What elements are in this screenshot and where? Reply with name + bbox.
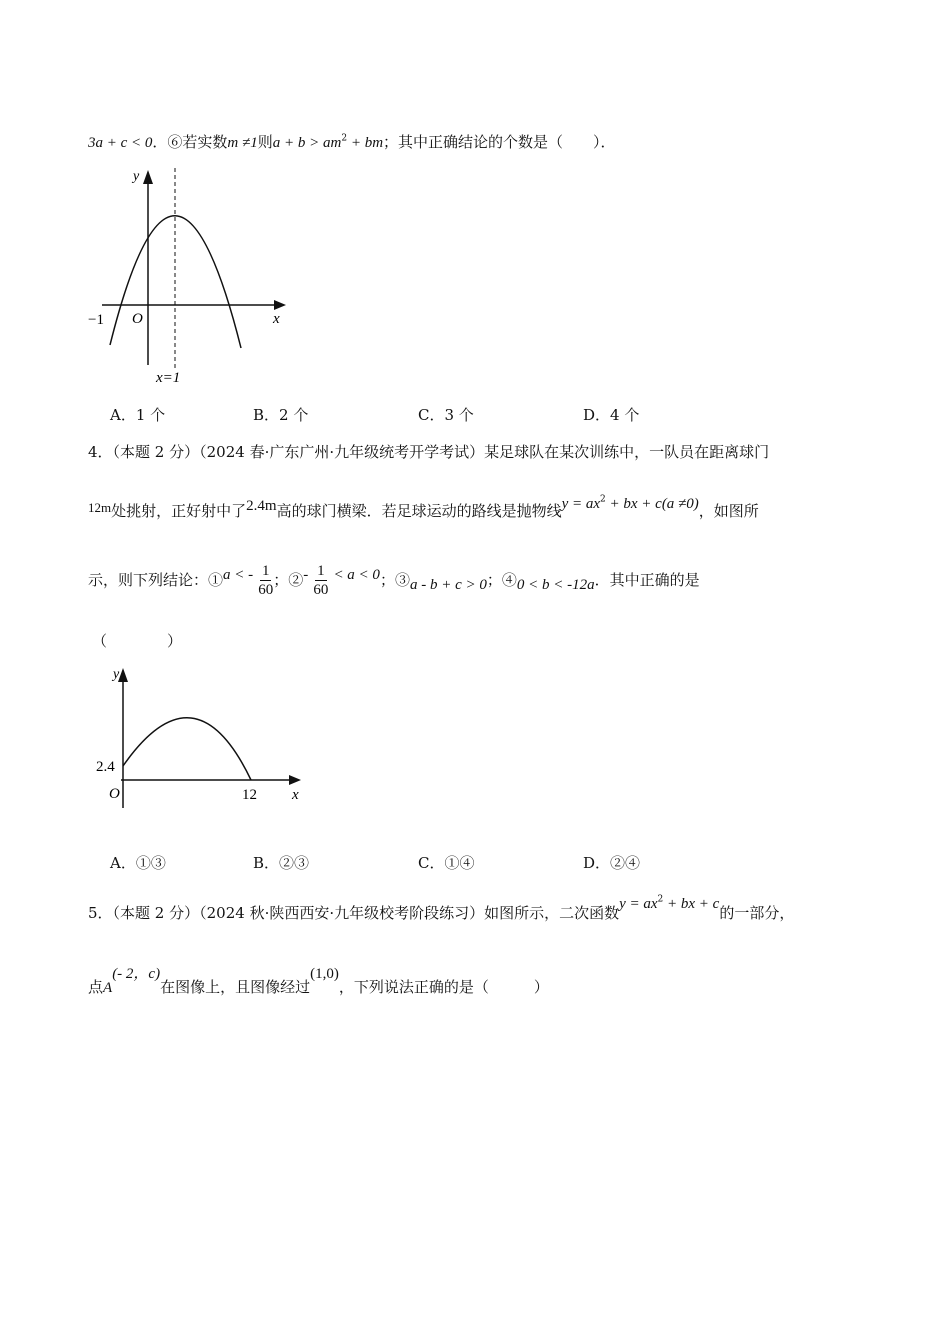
q4-text-a: 处挑射，正好射中了 xyxy=(111,502,247,520)
q5-header: 5．（本题 2 分）（2024 秋·陕西西安·九年级校考阶段练习）如图所示，二次函数 xyxy=(88,904,620,922)
q4-fraction-1 xyxy=(258,562,273,599)
q4-text-c: ，如图所 xyxy=(698,502,759,520)
q4-sep-1: ；② xyxy=(273,571,304,589)
q4-height: 2.4m xyxy=(246,498,277,514)
q4-option-d[interactable]: D．②④ xyxy=(583,854,641,872)
q5-function-expression: y = ax xyxy=(619,896,658,912)
q4-line3-tail: ．其中正确的是 xyxy=(594,571,700,589)
q4-trajectory-curve xyxy=(123,718,251,780)
q5-header-tail: 的一部分， xyxy=(719,904,795,922)
q3-inequality-square: 2 xyxy=(341,133,348,144)
q4-conclusion-2-pre: - xyxy=(303,567,309,583)
q5-text-b: ，下列说法正确的是（ ） xyxy=(338,978,549,996)
q5-text-a: 在图像上，且图像经过 xyxy=(160,978,311,996)
q5-function-square: 2 xyxy=(657,894,664,905)
q3-parabola-figure xyxy=(80,160,300,390)
q4-x-label: x xyxy=(292,787,299,803)
q5-point-lead: 点 xyxy=(88,978,104,996)
q3-y-arrow-icon xyxy=(143,170,153,184)
q3-origin-label: O xyxy=(132,311,143,327)
q5-point-coordinate: (- 2，c) xyxy=(112,966,161,982)
q4-option-b[interactable]: B．②③ xyxy=(253,854,310,872)
q3-inequality-tail: + bm xyxy=(347,135,384,151)
q3-text-b: 则 xyxy=(257,133,273,151)
q3-option-a[interactable]: A．1 个 xyxy=(110,406,166,424)
q4-parabola-expression: y = ax xyxy=(561,496,601,512)
q4-answer-paren: （ ） xyxy=(92,632,183,650)
q4-conclusion-1: a < - xyxy=(223,567,254,583)
q3-x-arrow-icon xyxy=(274,300,286,310)
q4-y-arrow-icon xyxy=(118,668,128,682)
q4-conclusion-3: a - b + c > 0 xyxy=(409,577,487,593)
q5-function-tail: + bx + c xyxy=(663,896,720,912)
q4-conclusion-4: 0 < b < -12a xyxy=(516,577,595,593)
q4-conclusions-line xyxy=(88,562,700,599)
q3-text-c: ；其中正确结论的个数是（ ）． xyxy=(383,133,616,151)
q3-text-a: ．⑥若实数 xyxy=(152,133,228,151)
q3-inequality-expression: a + b > am xyxy=(272,135,342,151)
q4-fraction-2 xyxy=(313,562,328,599)
q4-fraction-2-num: 1 xyxy=(317,563,325,579)
q5-point-name: A xyxy=(103,980,113,996)
q4-parabola-condition: (a ≠0) xyxy=(661,496,699,512)
q4-line-2 xyxy=(88,493,858,521)
q5-pass-point: (1,0) xyxy=(310,966,339,982)
q3-conclusion-line xyxy=(88,131,616,152)
q4-fraction-1-num: 1 xyxy=(261,563,270,579)
q5-line-2 xyxy=(88,962,549,997)
q3-x-label: x xyxy=(273,311,280,327)
q4-x-arrow-icon xyxy=(289,775,301,785)
q3-y-label: y xyxy=(133,169,140,184)
q4-option-c[interactable]: C．①④ xyxy=(418,854,475,872)
q4-parabola-square: 2 xyxy=(600,494,606,505)
q4-fraction-2-den: 60 xyxy=(313,582,329,598)
q3-symmetry-label: x=1 xyxy=(156,370,181,386)
q4-trajectory-figure xyxy=(85,660,310,810)
q4-line3-lead: 示，则下列结论：① xyxy=(88,571,224,589)
q4-option-a[interactable]: A．①③ xyxy=(110,854,166,872)
q4-sep-3: ；④ xyxy=(486,571,517,589)
q4-fraction-1-den: 60 xyxy=(258,582,274,598)
q3-option-b[interactable]: B．2 个 xyxy=(253,406,309,424)
q3-option-c[interactable]: C．3 个 xyxy=(418,406,474,424)
q4-origin-label: O xyxy=(109,786,120,802)
q4-conclusion-2-post: < a < 0 xyxy=(333,567,380,583)
q4-distance: 12m xyxy=(88,500,112,515)
q3-condition-expression: m ≠1 xyxy=(227,135,258,151)
q4-y-mark: 2.4 xyxy=(96,759,115,775)
q3-neg-one-label: −1 xyxy=(88,312,104,328)
q5-header-line xyxy=(88,893,794,923)
q4-header: 4．（本题 2 分）（2024 春·广东广州·九年级统考开学考试）某足球队在某次训练中，一队员在距离球门 xyxy=(88,443,770,461)
q3-option-d[interactable]: D．4 个 xyxy=(583,406,640,424)
q4-parabola-tail: + bx + c xyxy=(605,496,662,512)
q4-y-label: y xyxy=(113,667,120,682)
q3-lead-expression: 3a + c < 0 xyxy=(88,135,153,151)
q4-text-b: 高的球门横梁．若足球运动的路线是抛物线 xyxy=(276,502,562,520)
q4-sep-2: ；③ xyxy=(379,571,410,589)
q4-x-mark: 12 xyxy=(242,787,257,803)
